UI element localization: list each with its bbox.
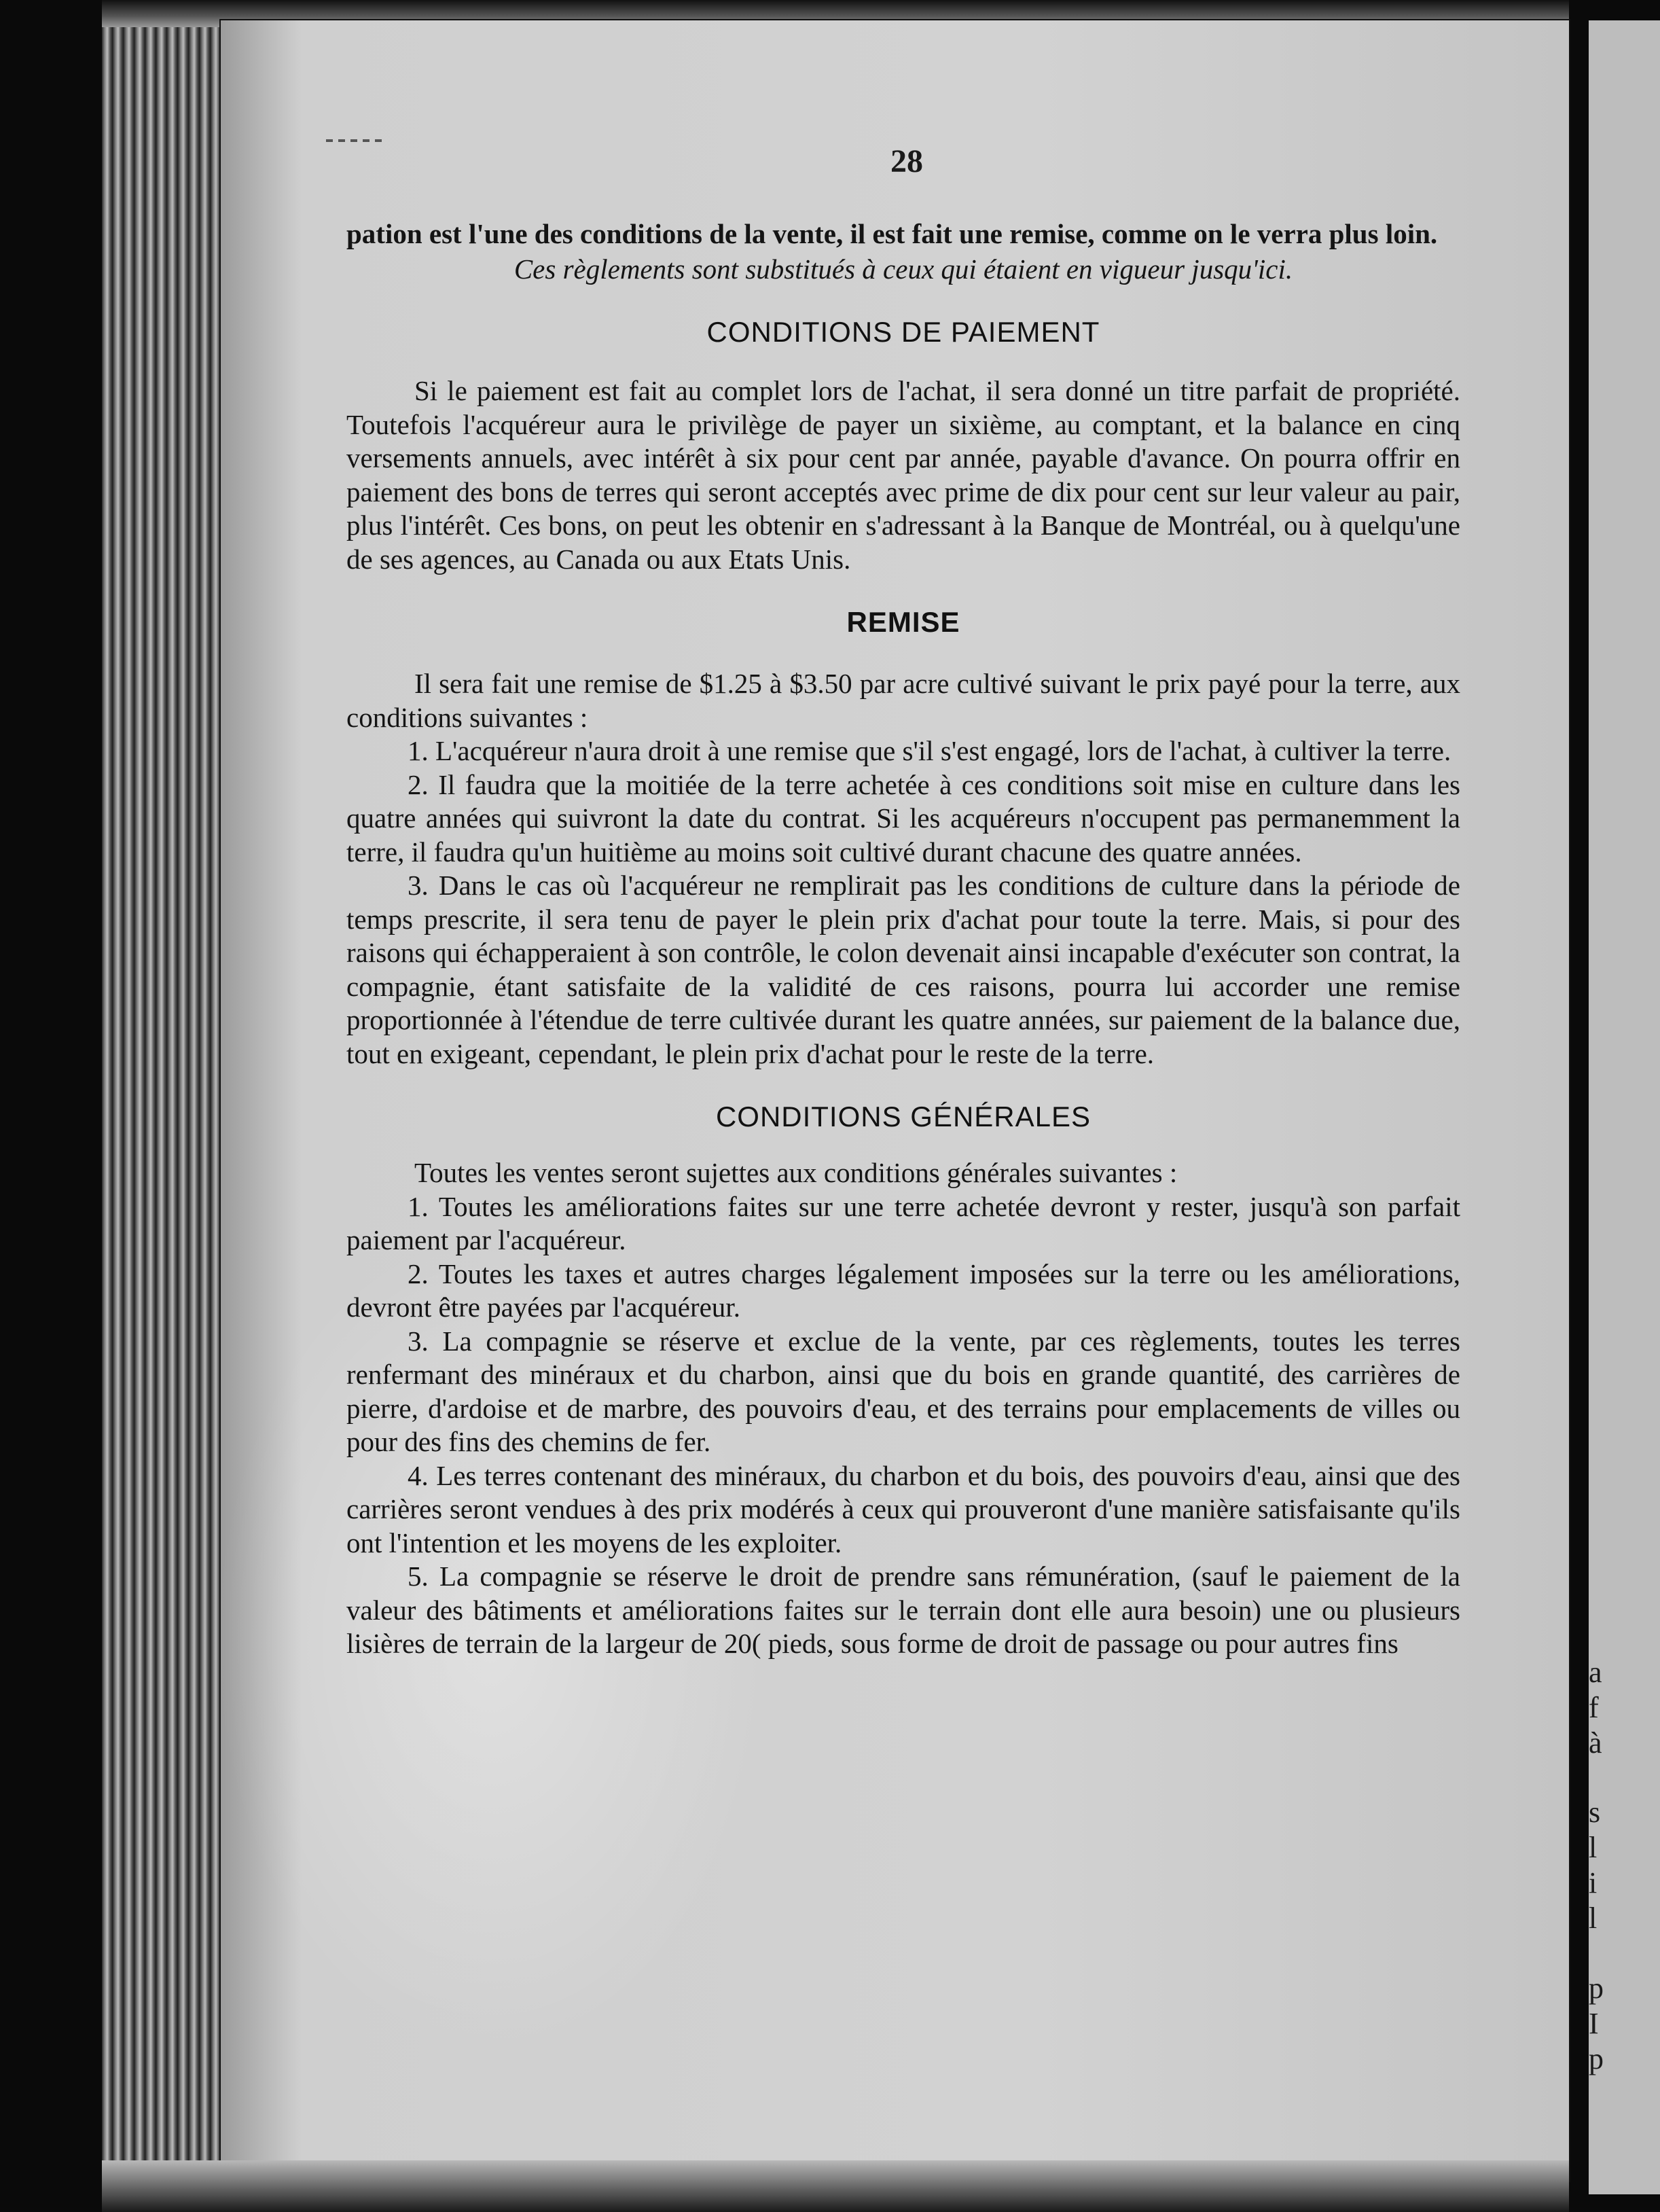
page-number: 28 (890, 143, 923, 179)
facing-page-letter: p (1589, 1972, 1604, 2005)
continuation-paragraph: pation est l'une des conditions de la vente, il est fait une remise, comme on le verra plus loin. (346, 218, 1438, 249)
page-content (346, 217, 1460, 1661)
ink-dash (326, 139, 387, 142)
generales-item-2: 2. Toutes les taxes et autres charges légalement imposées sur la terre ou les améliorations, devront être payées par l'acquéreur. (346, 1257, 1460, 1323)
remise-item-2: 2. Il faudra que la moitiée de la terre achetée à ces conditions soit mise en culture dans les quatre années qui suivront la date du contrat. Si les acquéreurs n'occupent pas permanemment la terre, il faudra qu'un huitième au moins soit cultivé durant chacune des quatre années. (346, 768, 1460, 868)
page-stack-edges (102, 0, 231, 2212)
remise-item-3: 3. Dans le cas où l'acquéreur ne remplirait pas les conditions de culture dans la période de temps prescrite, il sera tenu de payer le plein prix d'achat pour toute la terre. Mais, si pour des raisons qui échapperaient à son contrôle, le colon devenait ainsi incapable d'exécuter son contrat, la compagnie, étant satisfaite de la validité de ces raisons, pourra lui accorder une remise proportionnée à l'étendue de terre cultivée durant les quatre années, sur paiement de la balance due, tout en exigeant, cependant, le plein prix d'achat pour le reste de la terre. (346, 870, 1460, 1069)
generales-item-5: 5. La compagnie se réserve le droit de prendre sans rémunération, (sauf le paiement de la valeur des bâtiments et améliorations faites sur le terrain dont elle aura besoin) une ou plusieurs lisières de terrain de la largeur de 20( pieds, sous forme de droit de passage ou pour autres fins (346, 1560, 1460, 1659)
heading-conditions-generales: CONDITIONS GÉNÉRALES (715, 1101, 1091, 1132)
facing-page-letter: I (1589, 2007, 1599, 2040)
heading-conditions-paiement: CONDITIONS DE PAIEMENT (706, 316, 1100, 348)
italic-note: Ces règlements sont substitués à ceux qui étaient en vigueur jusqu'ici. (513, 253, 1293, 285)
generales-item-1: 1. Toutes les améliorations faites sur une terre achetée devront y rester, jusqu'à son parfait paiement par l'acquéreur. (346, 1190, 1460, 1255)
page-bottom-edge (102, 2160, 1569, 2212)
heading-remise: REMISE (846, 606, 960, 638)
facing-page-letter: a (1589, 1656, 1602, 1689)
generales-intro: Toutes les ventes seront sujettes aux conditions générales suivantes : (414, 1157, 1178, 1188)
facing-page-letter: à (1589, 1726, 1602, 1760)
facing-page-letter: f (1589, 1691, 1599, 1724)
facing-page-letter: i (1589, 1866, 1598, 1899)
facing-page-letter: l (1589, 1902, 1598, 1935)
facing-page-letter: s (1589, 1796, 1601, 1829)
generales-item-3: 3. La compagnie se réserve et exclue de la vente, par ces règlements, toutes les terres renfermant des minéraux et du charbon, ainsi que du bois en grande quantité, des carrières de pierre, d'ardoise et de marbre, des pouvoirs d'eau, et des terrains pour emplacements de villes ou pour des fins des chemins de fer. (346, 1325, 1460, 1457)
paiement-paragraph: Si le paiement est fait au complet lors de l'achat, il sera donné un titre parfait de propriété. Toutefois l'acquéreur aura le privilège de payer un sixième, au comptant, et la balance en cinq versements annuels, avec intérêt à six pour cent par année, payable d'avance. On pourra offrir en paiement des bons de terres qui seront acceptés avec prime de dix pour cent sur leur valeur au pair, plus l'intérêt. Ces bons, on peut les obtenir en s'adressant à la Banque de Montréal, ou à quelqu'une de ses agences, au Canada ou aux Etats Unis. (346, 375, 1460, 575)
facing-page-letter: l (1589, 1831, 1598, 1864)
remise-item-1: 1. L'acquéreur n'aura droit à une remise que s'il s'est engagé, lors de l'achat, à cultiver la terre. (408, 735, 1451, 766)
generales-item-4: 4. Les terres contenant des minéraux, du charbon et du bois, des pouvoirs d'eau, ainsi que des carrières seront vendues à des prix modérés à ceux qui prouveront d'une manière satisfaisante qu'ils ont l'intention et les moyens de les exploiter. (346, 1459, 1460, 1558)
facing-page-letter: p (1589, 2042, 1604, 2075)
remise-intro: Il sera fait une remise de $1.25 à $3.50 par acre cultivé suivant le prix payé pour la terre, aux conditions suivantes : (346, 668, 1460, 733)
facing-page-edge (1579, 20, 1660, 2194)
